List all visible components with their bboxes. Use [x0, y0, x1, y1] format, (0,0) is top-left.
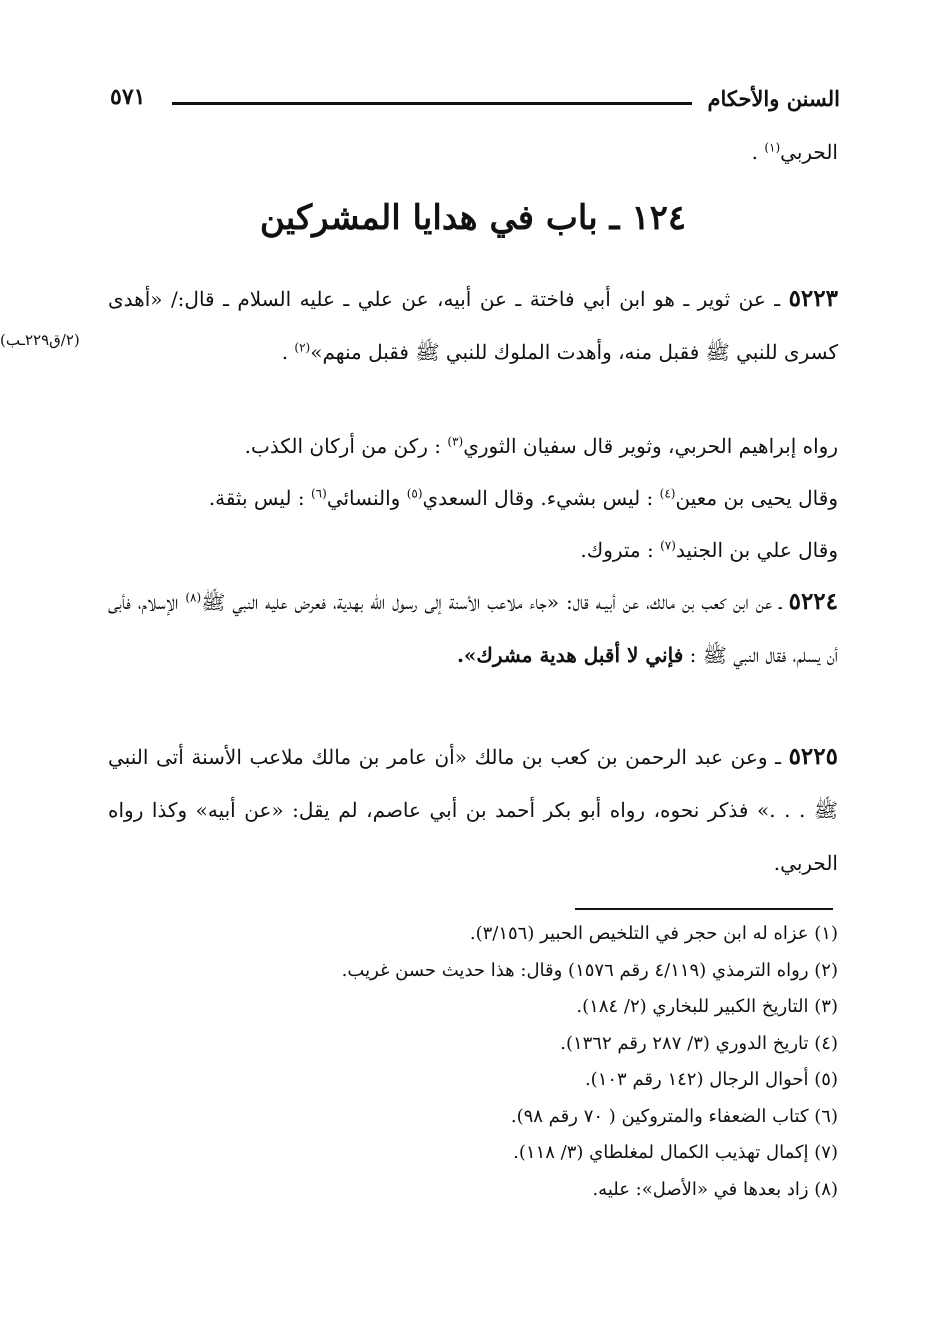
- chapter-heading: ١٢٤ ـ باب في هدايا المشركين: [259, 198, 687, 238]
- footnote: (٨) زاد بعدها في «الأصل»: عليه.: [592, 1178, 838, 1200]
- footnote: (٤) تاريخ الدوري (٣/ ٢٨٧ رقم ١٣٦٢).: [560, 1032, 838, 1054]
- hadith-end: .: [281, 340, 295, 364]
- footnote-ref: (٢): [294, 340, 311, 355]
- commentary-line: [108, 420, 838, 472]
- footnote: (٥) أحوال الرجال (١٤٢ رقم ١٠٣).: [584, 1069, 838, 1090]
- continuation-end: .: [751, 140, 765, 164]
- running-header: [110, 82, 840, 122]
- page-number: ٥٧١: [110, 84, 146, 110]
- footnote: (٦) كتاب الضعفاء والمتروكين ( ٧٠ رقم ٩٨).: [510, 1105, 838, 1127]
- continuation-text: الحربي: [780, 140, 838, 164]
- footnote-ref: (٣): [447, 434, 464, 449]
- commentary-text: رواه إبراهيم الحربي، وثوير قال سفيان الثوري: [463, 434, 838, 458]
- commentary-text: : ليس بشيء. وقال السعدي: [422, 486, 660, 510]
- footnote: (٣) التاريخ الكبير للبخاري (٢/ ١٨٤).: [576, 996, 838, 1017]
- hadith-text: ـ وعن عبد الرحمن بن كعب بن مالك «أن عامر بن مالك ملاعب الأسنة أتى النبي ﷺ . . .» فذكر نحوه، رواه أبو بكر أحمد بن أبي عاصم، لم يقل: «عن أبيه» وكذا رواه الحربي.: [108, 745, 838, 875]
- header-rule: [172, 102, 692, 105]
- commentary-text: : متروك.: [580, 538, 661, 562]
- commentary-text: : ركن من أركان الكذب.: [244, 434, 448, 458]
- hadith-text: ـ عن ثوير ـ هو ابن أبي فاختة ـ عن أبيه، عن علي ـ عليه السلام ـ قال:/ «أهدى كسرى للنبي ﷺ فقبل منه، وأهدت الملوك للنبي ﷺ فقبل منهم»: [108, 287, 838, 364]
- commentary-line: [108, 524, 838, 576]
- footnote-ref: (٨): [185, 590, 202, 605]
- hadith-5224: [108, 575, 838, 682]
- footnote-ref: (٤): [659, 486, 676, 501]
- footnote-separator: [575, 908, 833, 910]
- footnote: (١) عزاه له ابن حجر في التلخيص الحبير (٣/١٥٦).: [469, 923, 838, 944]
- manuscript-margin-note: (٢/ق٢٢٩ـب): [0, 331, 80, 349]
- hadith-text: الإسلام، فأبى أن يسلم، فقال النبي ﷺ :: [108, 590, 838, 667]
- hadith-5223: [108, 272, 838, 379]
- hadith-number: ٥٢٢٤: [788, 588, 839, 615]
- hadith-number: ٥٢٢٥: [788, 743, 838, 770]
- footnotes: [108, 916, 838, 1208]
- footnote-ref: (٥): [406, 486, 423, 501]
- commentary-text: : ليس بثقة.: [208, 486, 311, 510]
- hadith-5225: [108, 730, 838, 890]
- continuation-line: [108, 140, 838, 164]
- commentary-line: [108, 472, 838, 524]
- running-header-title: السنن والأحكام: [707, 86, 840, 111]
- commentary-text: والنسائي: [326, 486, 407, 510]
- footnote-ref: (٧): [660, 538, 676, 553]
- hadith-number: ٥٢٢٣: [788, 285, 838, 312]
- footnote: (٧) إكمال تهذيب الكمال لمغلطاي (٣/ ١١٨).: [513, 1142, 838, 1163]
- footnote-ref: (١): [764, 140, 781, 155]
- commentary-text: وقال يحيى بن معين: [675, 486, 838, 510]
- hadith-5223-commentary: [108, 420, 838, 576]
- hadith-text: ـ عن ابن كعب بن مالك، عن أبيـه قال: «جاء ملاعب الأسنة إلى رسول الله بهدية، فعرض عليه النبي ﷺ: [201, 590, 789, 614]
- hadith-quote-bold: فإني لا أقبل هدية مشرك».: [456, 643, 684, 667]
- footnote-ref: (٦): [310, 486, 327, 501]
- commentary-text: وقال علي بن الجنيد: [675, 538, 838, 562]
- footnote: (٢) رواه الترمذي (٤/١١٩ رقم ١٥٧٦) وقال: هذا حديث حسن غريب.: [341, 959, 838, 981]
